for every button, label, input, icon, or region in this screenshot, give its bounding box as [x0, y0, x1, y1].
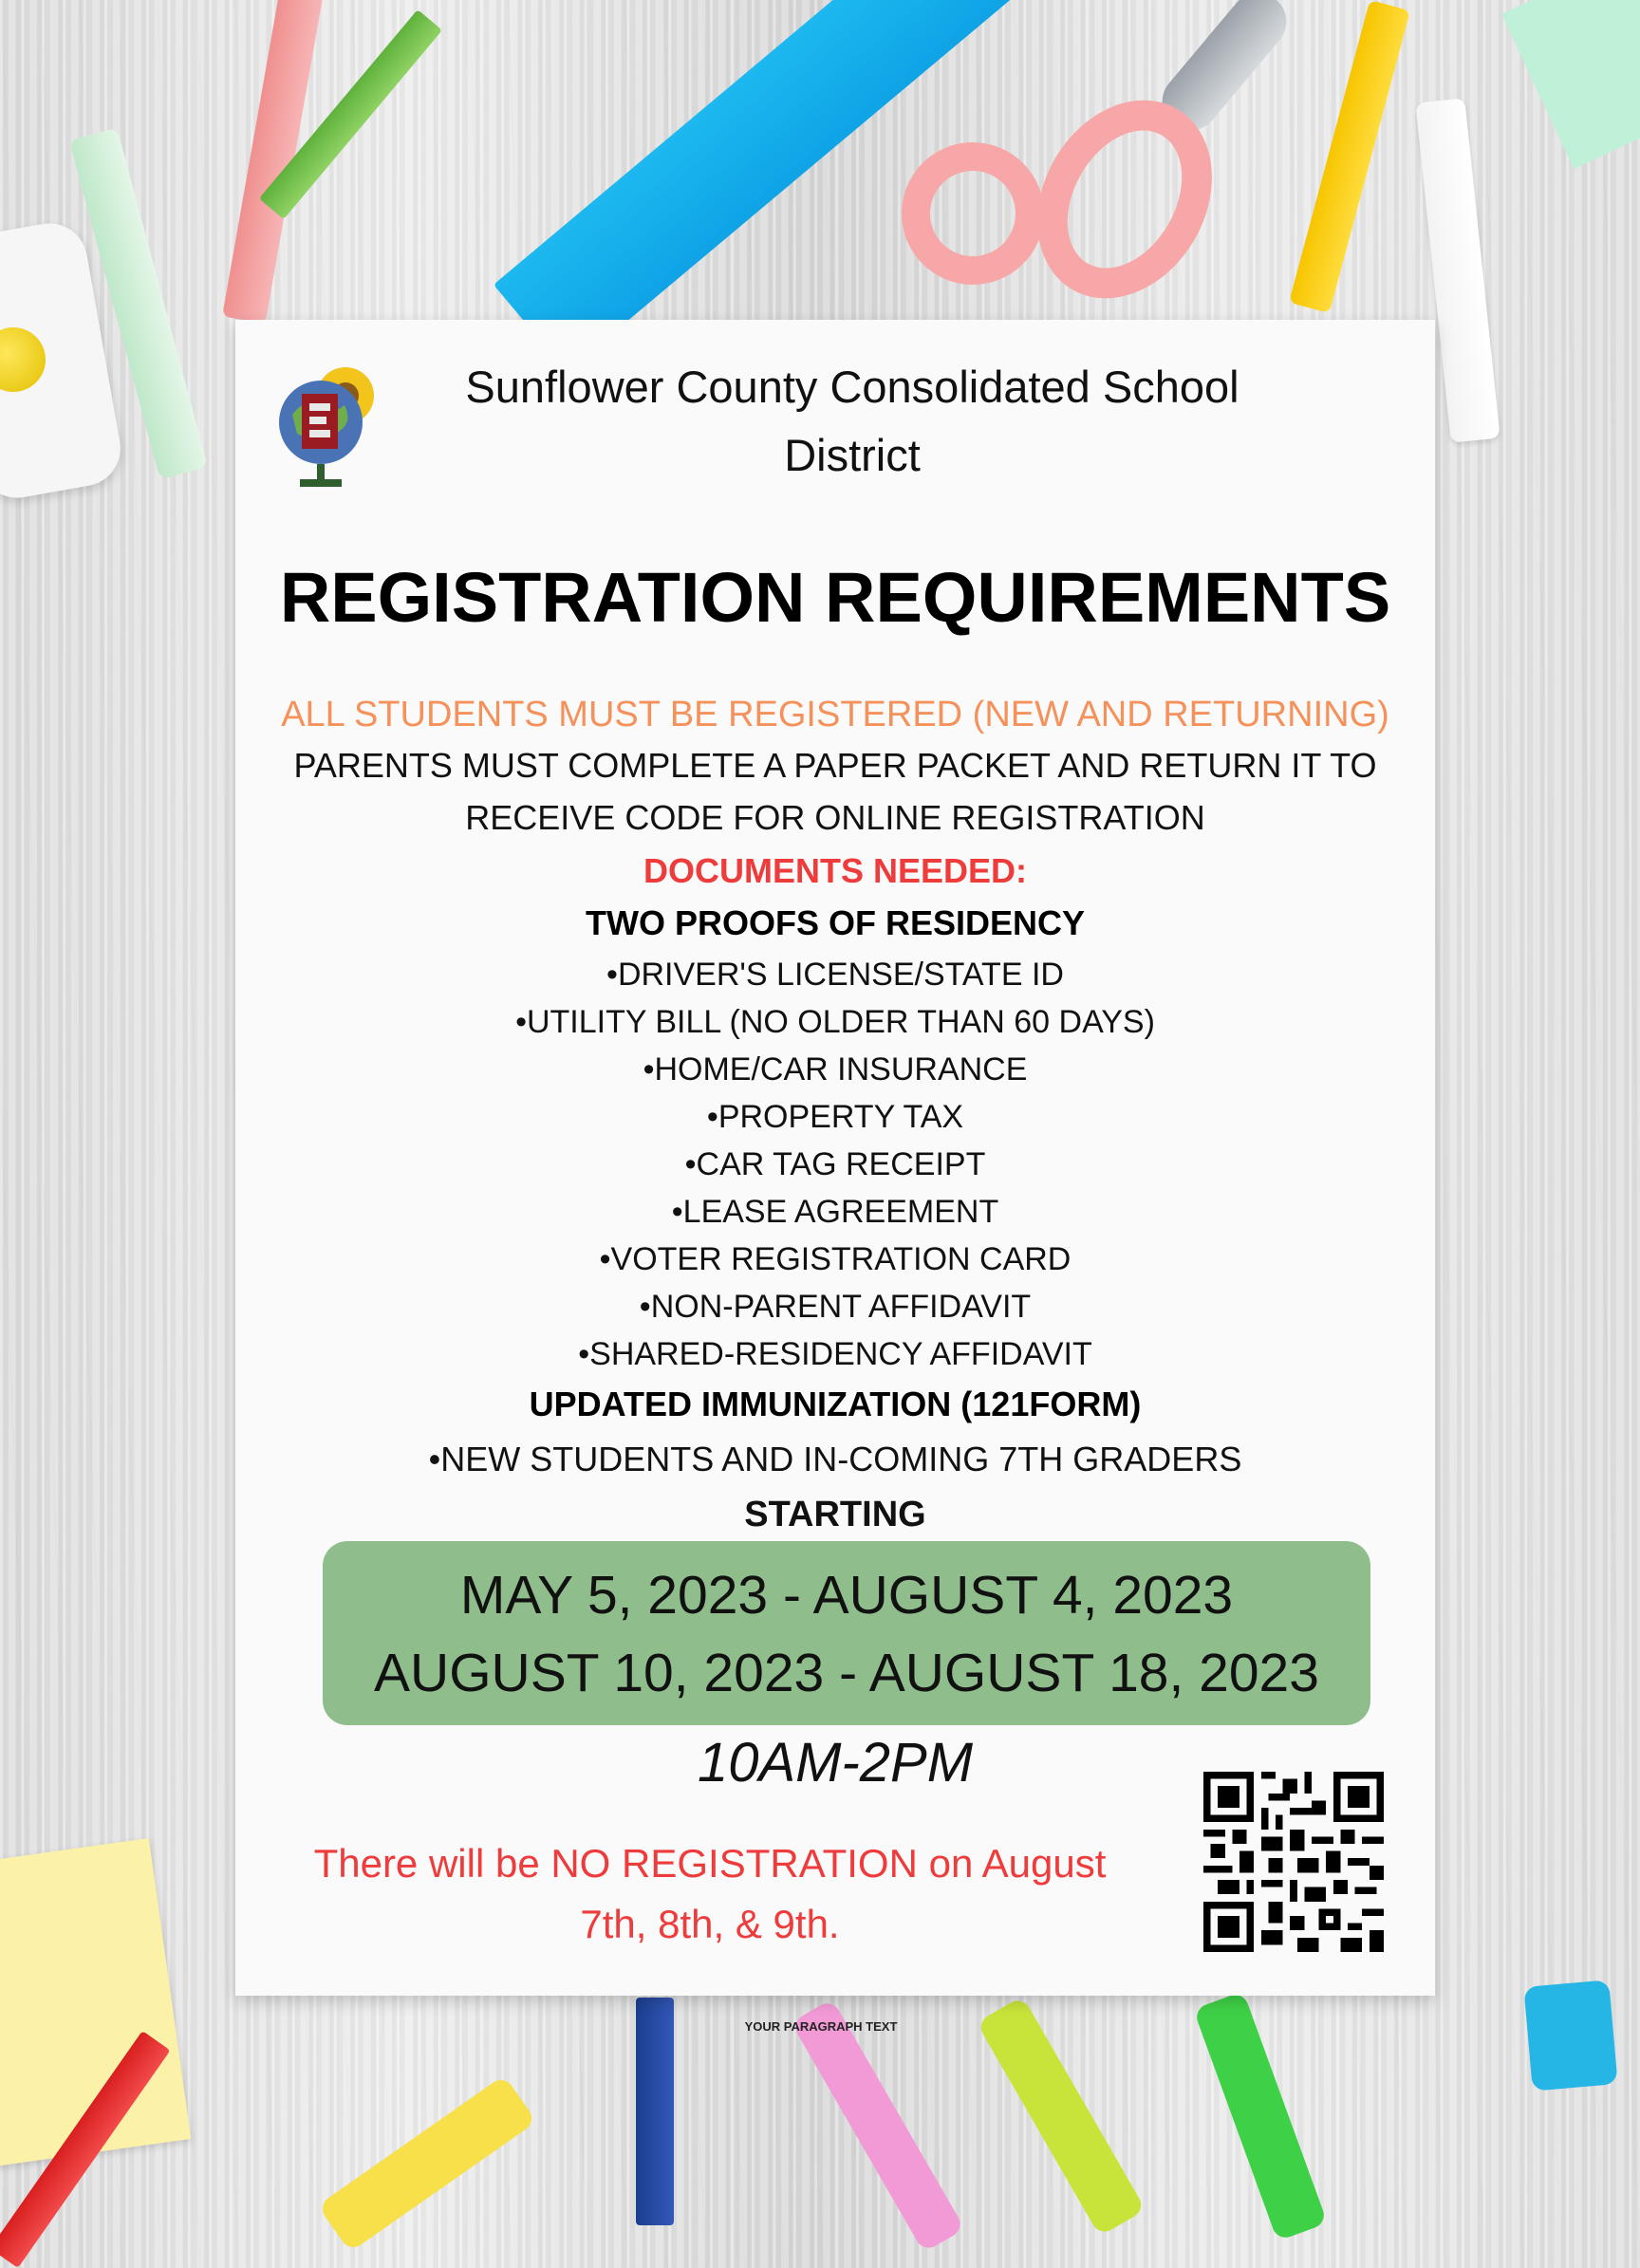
- list-item: •SHARED-RESIDENCY AFFIDAVIT: [578, 1336, 1092, 1372]
- all-students-notice: ALL STUDENTS MUST BE REGISTERED (NEW AND RETURNING): [281, 695, 1389, 734]
- registration-hours: 10AM-2PM: [697, 1732, 974, 1794]
- list-item: •HOME/CAR INSURANCE: [643, 1051, 1028, 1088]
- date-range-2: AUGUST 10, 2023 - AUGUST 18, 2023: [374, 1643, 1319, 1703]
- district-name: [378, 353, 1327, 490]
- flyer-paper: [235, 320, 1435, 1996]
- residency-list: [235, 951, 1435, 1378]
- green-paper-decoration: [1501, 0, 1640, 169]
- list-item: •VOTER REGISTRATION CARD: [599, 1241, 1072, 1277]
- yellow-pen-decoration: [317, 2075, 536, 2253]
- documents-needed-heading: DOCUMENTS NEEDED:: [643, 851, 1027, 890]
- residency-heading: TWO PROOFS OF RESIDENCY: [585, 903, 1086, 942]
- list-item: •PROPERTY TAX: [706, 1099, 964, 1135]
- notice-prefix: There will be: [313, 1841, 551, 1886]
- yellow-marker-decoration: [1289, 0, 1410, 313]
- list-item: •DRIVER'S LICENSE/STATE ID: [606, 957, 1064, 993]
- list-item: •LEASE AGREEMENT: [671, 1194, 999, 1230]
- notice-suffix: on August 7th, 8th, & 9th.: [580, 1841, 1107, 1946]
- parents-instruction-line1: PARENTS MUST COMPLETE A PAPER PACKET AND RETURN IT TO: [293, 746, 1377, 785]
- lime-marker-decoration: [977, 1996, 1146, 2236]
- page-title: REGISTRATION REQUIREMENTS: [279, 558, 1391, 637]
- registration-dates-box: [323, 1541, 1370, 1725]
- starting-label: STARTING: [744, 1495, 926, 1534]
- notice-emphasis: NO REGISTRATION: [550, 1841, 918, 1886]
- district-logo: [264, 348, 397, 510]
- immunization-item: •NEW STUDENTS AND IN-COMING 7TH GRADERS: [428, 1440, 1242, 1478]
- paragraph-placeholder-text: YOUR PARAGRAPH TEXT: [744, 2019, 898, 2034]
- district-name-line2: District: [784, 430, 921, 480]
- qr-code[interactable]: [1203, 1772, 1384, 1952]
- list-item: •CAR TAG RECEIPT: [684, 1146, 986, 1182]
- parents-instruction-line2: RECEIVE CODE FOR ONLINE REGISTRATION: [465, 798, 1205, 837]
- list-item: •NON-PARENT AFFIDAVIT: [639, 1289, 1032, 1325]
- date-range-1: MAY 5, 2023 - AUGUST 4, 2023: [459, 1565, 1234, 1626]
- district-name-line1: Sunflower County Consolidated School: [465, 362, 1239, 412]
- no-registration-notice: [311, 1833, 1109, 1955]
- list-item: •UTILITY BILL (NO OLDER THAN 60 DAYS): [515, 1004, 1155, 1040]
- immunization-heading: UPDATED IMMUNIZATION (121FORM): [529, 1385, 1142, 1423]
- scissors-handle-decoration: [902, 142, 1044, 285]
- green-marker-decoration: [1193, 1991, 1328, 2240]
- pink-marker-decoration: [791, 1998, 964, 2252]
- sharpener-decoration: [1523, 1980, 1617, 2091]
